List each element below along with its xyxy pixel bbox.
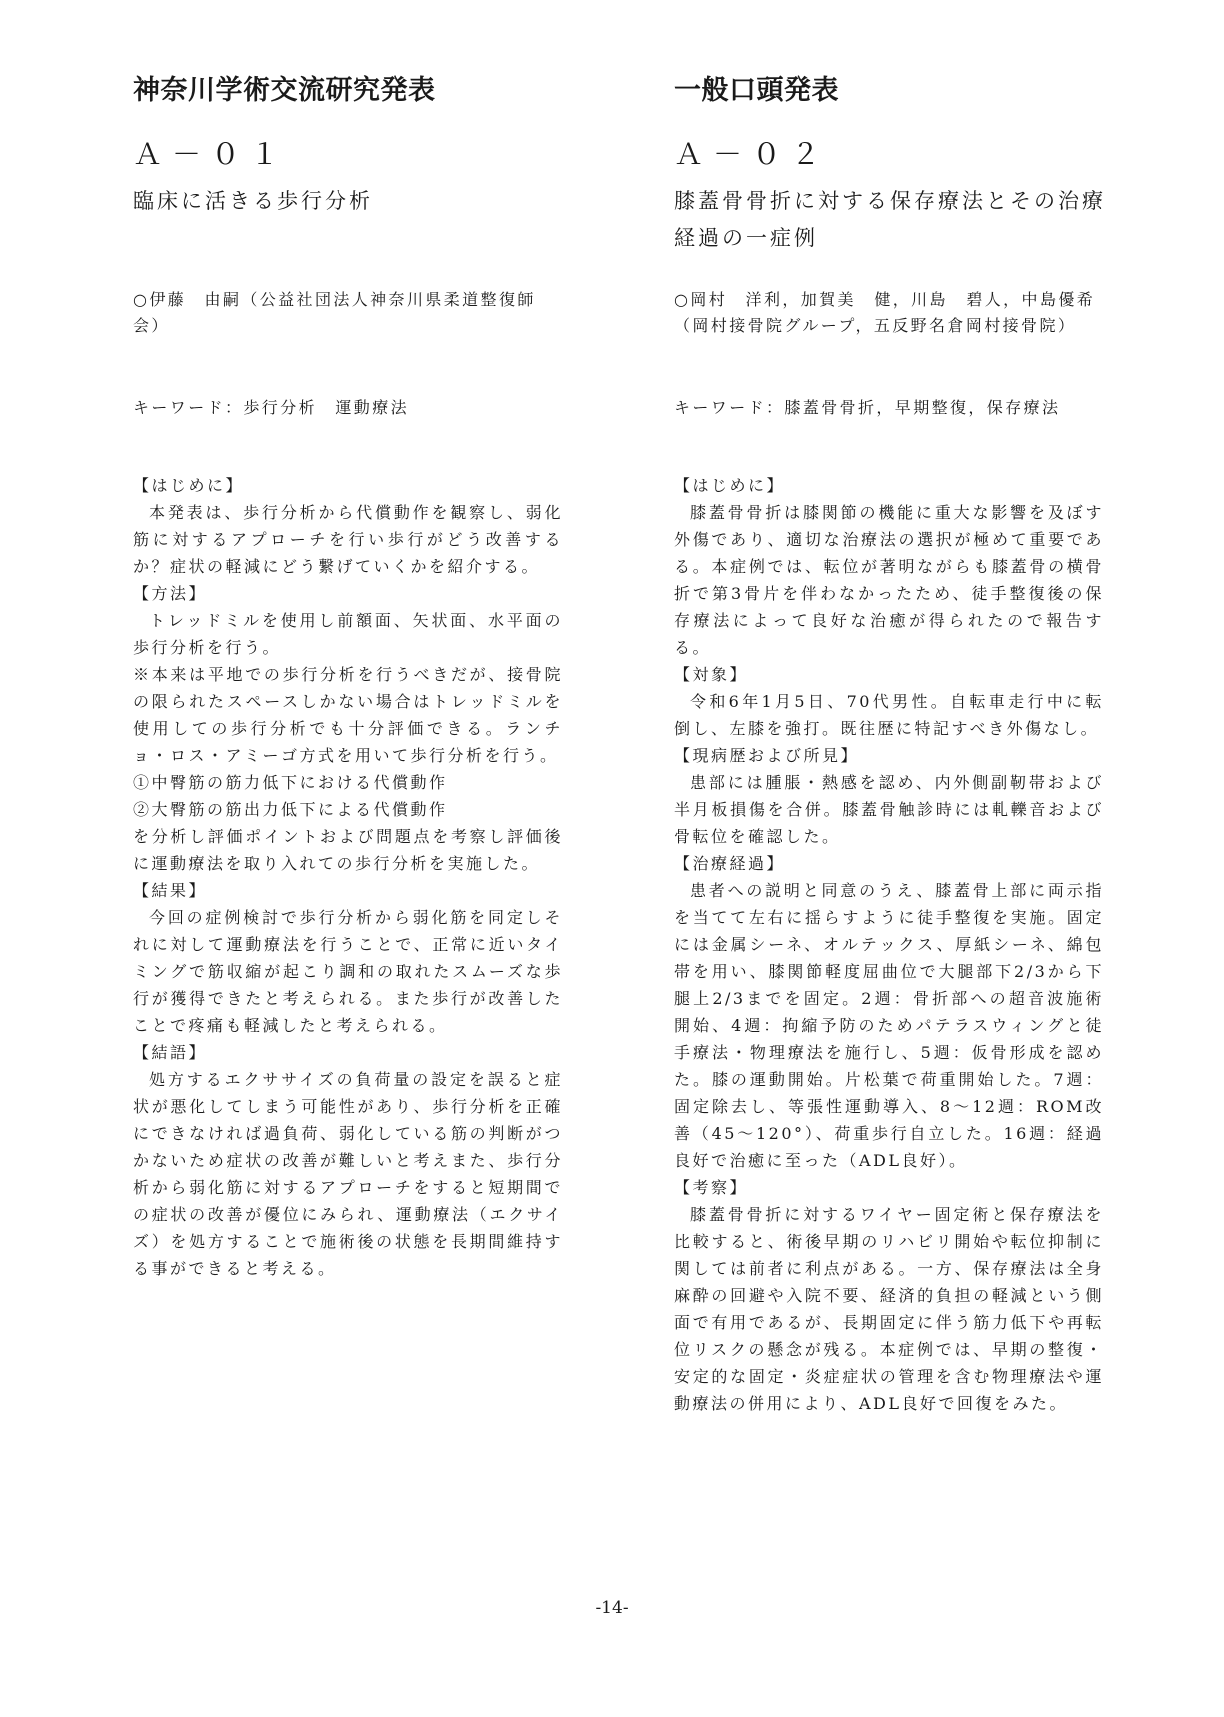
abstract-code: Ａ－０２ bbox=[674, 137, 831, 171]
session-title: 神奈川学術交流研究発表 bbox=[133, 75, 436, 106]
section-heading: 【方法】 bbox=[133, 584, 208, 603]
section-paragraph: 令和6年1月5日、70代男性。自転車走行中に転倒し、左膝を強打。既往歴に特記すべき外傷なし。 bbox=[674, 692, 1104, 738]
abstract-keywords: キーワード：歩行分析 運動療法 bbox=[133, 398, 410, 417]
abstract-title: 臨床に活きる歩行分析 bbox=[133, 189, 373, 213]
section-heading: 【対象】 bbox=[674, 665, 749, 684]
abstract-code: Ａ－０１ bbox=[133, 137, 290, 171]
section-heading: 【はじめに】 bbox=[674, 476, 786, 495]
list-item: ①中臀筋の筋力低下における代償動作 bbox=[133, 773, 448, 792]
section-paragraph: トレッドミルを使用し前額面、矢状面、水平面の歩行分析を行う。 bbox=[133, 611, 563, 657]
section-paragraph: 膝蓋骨骨折は膝関節の機能に重大な影響を及ぼす外傷であり、適切な治療法の選択が極めて重要である。本症例では、転位が著明ながらも膝蓋骨の横骨折で第3骨片を伴わなかったため、徒手整復後の保存療法によって良好な治癒が得られたので報告する。 bbox=[674, 503, 1104, 657]
section-heading: 【現病歴および所見】 bbox=[674, 746, 860, 765]
section-heading: 【治療経過】 bbox=[674, 854, 786, 873]
section-paragraph: 今回の症例検討で歩行分析から弱化筋を同定しそれに対して運動療法を行うことで、正常に近いタイミングで筋収縮が起こり調和の取れたスムーズな歩行が獲得できたと考えられる。また歩行が改善したことで疼痛も軽減したと考えられる。 bbox=[133, 908, 563, 1035]
abstract-body bbox=[133, 472, 563, 1282]
section-paragraph: 膝蓋骨骨折に対するワイヤー固定術と保存療法を比較すると、術後早期のリハビリ開始や転位抑制に関しては前者に利点がある。一方、保存療法は全身麻酔の回避や入院不要、経済的負担の軽減という側面で有用であるが、長期固定に伴う筋力低下や再転位リスクの懸念が残る。本症例では、早期の整復・安定的な固定・炎症症状の管理を含む物理療法や運動療法の併用により、ADL良好で回復をみた。 bbox=[674, 1205, 1104, 1413]
section-paragraph: 本発表は、歩行分析から代償動作を観察し、弱化筋に対するアプローチを行い歩行がどう改善するか？症状の軽減にどう繋げていくかを紹介する。 bbox=[133, 503, 563, 576]
abstract-title: 膝蓋骨骨折に対する保存療法とその治療経過の一症例 bbox=[674, 189, 1106, 250]
section-paragraph: 患部には腫脹・熱感を認め、内外側副靭帯および半月板損傷を合併。膝蓋骨触診時には軋轢音および骨転位を確認した。 bbox=[674, 773, 1104, 846]
section-paragraph: 患者への説明と同意のうえ、膝蓋骨上部に両示指を当てて左右に揺らすように徒手整復を実施。固定には金属シーネ、オルテックス、厚紙シーネ、綿包帯を用い、膝関節軽度屈曲位で大腿部下2/3から下腿上2/3までを固定。2週：骨折部への超音波施術開始、4週：拘縮予防のためパテラスウィングと徒手療法・物理療法を施行し、5週：仮骨形成を認めた。膝の運動開始。片松葉で荷重開始した。7週：固定除去し、等張性運動導入、8〜12週：ROM改善（45〜120°）、荷重歩行自立した。16週：経過良好で治癒に至った（ADL良好）。 bbox=[674, 881, 1104, 1170]
abstract-keywords: キーワード：膝蓋骨骨折，早期整復，保存療法 bbox=[674, 398, 1061, 417]
abstract-authors: ○岡村 洋利，加賀美 健，川島 碧人，中島優希（岡村接骨院グループ，五反野名倉岡村接骨院） bbox=[674, 290, 1096, 335]
section-heading: 【結語】 bbox=[133, 1043, 208, 1062]
section-heading: 【考察】 bbox=[674, 1178, 749, 1197]
section-paragraph: 処方するエクササイズの負荷量の設定を誤ると症状が悪化してしまう可能性があり、歩行分析を正確にできなければ過負荷、弱化している筋の判断がつかないため症状の改善が難しいと考えまた、歩行分析から弱化筋に対するアプローチをすると短期間での症状の改善が優位にみられ、運動療法（エクサイズ）を処方することで施術後の状態を長期間維持する事ができると考える。 bbox=[133, 1070, 563, 1278]
section-paragraph: ※本来は平地での歩行分析を行うべきだが、接骨院の限られたスペースしかない場合はトレッドミルを使用しての歩行分析でも十分評価できる。ランチョ・ロス・アミーゴ方式を用いて歩行分析を行う。 bbox=[133, 665, 563, 765]
list-item: ②大臀筋の筋出力低下による代償動作 bbox=[133, 800, 448, 819]
section-heading: 【はじめに】 bbox=[133, 476, 245, 495]
abstract-body bbox=[674, 472, 1104, 1417]
page-number: -14- bbox=[595, 1598, 629, 1618]
abstract-authors: ○伊藤 由嗣（公益社団法人神奈川県柔道整復師会） bbox=[133, 290, 536, 335]
section-heading: 【結果】 bbox=[133, 881, 208, 900]
session-title: 一般口頭発表 bbox=[674, 75, 839, 106]
section-paragraph: を分析し評価ポイントおよび問題点を考察し評価後に運動療法を取り入れての歩行分析を実施した。 bbox=[133, 827, 563, 873]
